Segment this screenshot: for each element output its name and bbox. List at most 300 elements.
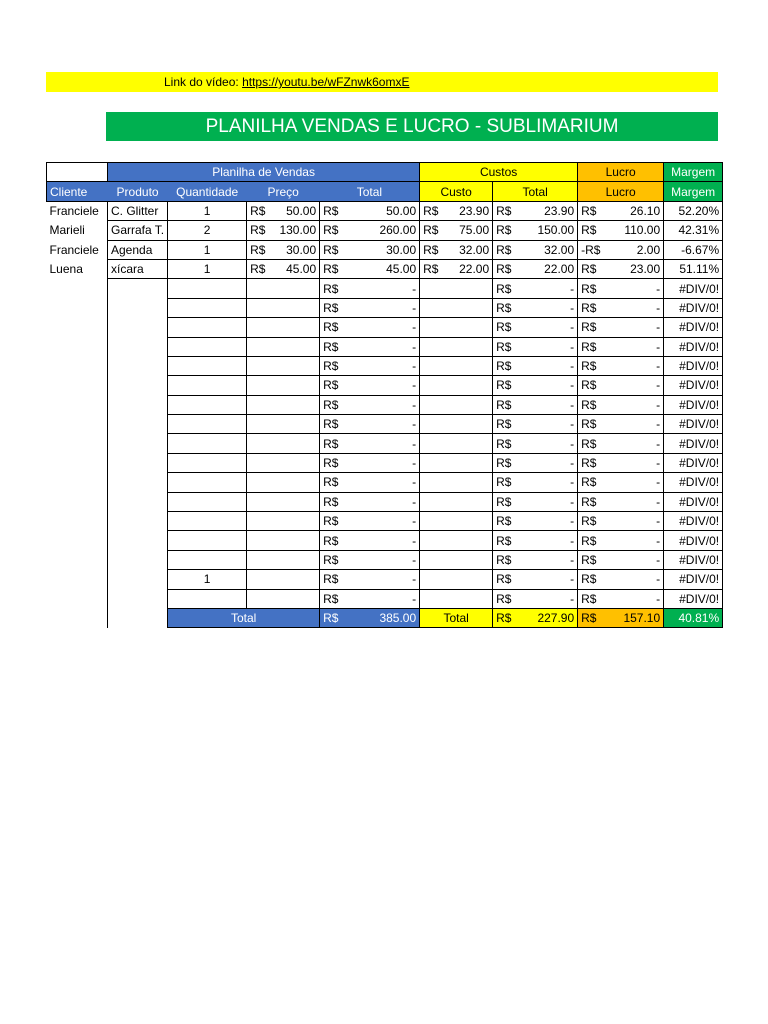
- currency-value: 30.00: [286, 242, 317, 257]
- cell-produto[interactable]: [108, 589, 168, 608]
- cell-quantidade[interactable]: [168, 318, 247, 337]
- cell-lucro[interactable]: [578, 550, 664, 569]
- currency-value: -: [570, 397, 575, 412]
- currency-symbol: R$: [581, 533, 597, 548]
- cell-custo-total[interactable]: [493, 453, 578, 472]
- lucro-total-value[interactable]: [578, 608, 664, 627]
- currency-value: -: [412, 281, 417, 296]
- currency-symbol: R$: [323, 553, 339, 567]
- currency-symbol: R$: [323, 456, 339, 471]
- cell-quantidade[interactable]: 1: [168, 570, 247, 589]
- cell-custo-total[interactable]: [493, 221, 578, 240]
- cell-cliente[interactable]: [47, 550, 108, 569]
- currency-symbol: R$: [250, 223, 266, 238]
- cell-margem[interactable]: #DIV/0!: [664, 570, 723, 589]
- cell-produto[interactable]: [108, 434, 168, 453]
- currency-symbol: R$: [581, 281, 597, 296]
- currency-symbol: R$: [323, 533, 339, 548]
- cell-margem[interactable]: #DIV/0!: [664, 531, 723, 550]
- cell-margem[interactable]: #DIV/0!: [664, 473, 723, 492]
- cell-preco[interactable]: [247, 531, 320, 550]
- col-lucro: Lucro: [578, 182, 664, 201]
- cell-produto[interactable]: [108, 356, 168, 375]
- currency-symbol: R$: [250, 203, 266, 218]
- currency-value: 23.90: [544, 203, 575, 218]
- cell-preco[interactable]: [247, 259, 320, 278]
- cell-total[interactable]: [320, 337, 420, 356]
- cell-cliente[interactable]: [47, 356, 108, 375]
- cell-total[interactable]: [320, 356, 420, 375]
- cell-produto[interactable]: [108, 492, 168, 511]
- cell-custo-total[interactable]: [493, 337, 578, 356]
- cell-custo-total[interactable]: [493, 473, 578, 492]
- cell-produto[interactable]: [108, 512, 168, 531]
- cell-cliente[interactable]: [47, 318, 108, 337]
- cell-produto[interactable]: [108, 318, 168, 337]
- currency-value: 22.00: [459, 262, 490, 277]
- currency-symbol: R$: [581, 591, 597, 606]
- cell-preco[interactable]: [247, 298, 320, 317]
- currency-symbol: R$: [581, 456, 597, 471]
- cell-produto[interactable]: [108, 531, 168, 550]
- cell-lucro[interactable]: [578, 531, 664, 550]
- cell-custo-total[interactable]: [493, 279, 578, 298]
- cell-quantidade[interactable]: [168, 395, 247, 414]
- cell-cliente[interactable]: Franciele: [49, 204, 99, 219]
- cell-lucro[interactable]: [578, 395, 664, 414]
- cell-custo-total[interactable]: [493, 531, 578, 550]
- cell-lucro[interactable]: [578, 589, 664, 608]
- cell-custo[interactable]: [420, 240, 493, 259]
- cell-custo[interactable]: [420, 337, 493, 356]
- currency-symbol: R$: [581, 417, 597, 432]
- cell-cliente[interactable]: [47, 395, 108, 414]
- cell-total[interactable]: [320, 434, 420, 453]
- table-row: [47, 415, 723, 434]
- currency-symbol: R$: [323, 436, 339, 451]
- cell-lucro[interactable]: [578, 453, 664, 472]
- cell-lucro[interactable]: [578, 492, 664, 511]
- cell-blank[interactable]: [47, 608, 108, 627]
- currency-symbol: R$: [323, 591, 339, 606]
- cell-custo-total[interactable]: [493, 201, 578, 220]
- cell-custo-total[interactable]: [493, 318, 578, 337]
- cell-lucro[interactable]: [578, 473, 664, 492]
- cell-quantidade[interactable]: 1: [168, 240, 247, 259]
- currency-symbol: R$: [581, 436, 597, 451]
- cell-blank[interactable]: [108, 608, 168, 627]
- cell-custo[interactable]: [420, 221, 493, 240]
- currency-symbol: R$: [496, 397, 512, 412]
- cell-lucro[interactable]: [578, 376, 664, 395]
- sales-spreadsheet: [46, 162, 723, 628]
- cell-quantidade[interactable]: [168, 589, 247, 608]
- cell-produto[interactable]: [108, 453, 168, 472]
- cell-cliente[interactable]: [47, 453, 108, 472]
- cell-custo[interactable]: [420, 279, 493, 298]
- cell-quantidade[interactable]: 1: [168, 259, 247, 278]
- cell-preco[interactable]: [247, 318, 320, 337]
- cell-produto[interactable]: Agenda: [108, 240, 168, 259]
- cell-cliente[interactable]: [47, 570, 108, 589]
- margem-total-value[interactable]: 40.81%: [664, 608, 723, 627]
- cell-produto[interactable]: [108, 570, 168, 589]
- table-row: [47, 201, 723, 220]
- cell-lucro[interactable]: [578, 240, 664, 259]
- currency-value: -: [656, 572, 661, 587]
- currency-symbol: R$: [581, 475, 597, 490]
- cell-lucro[interactable]: [578, 512, 664, 531]
- video-link-url[interactable]: https://youtu.be/wFZnwk6omxE: [242, 75, 410, 89]
- cell-margem[interactable]: #DIV/0!: [664, 415, 723, 434]
- currency-symbol: R$: [496, 436, 512, 451]
- cell-quantidade[interactable]: [168, 531, 247, 550]
- cell-total[interactable]: [320, 570, 420, 589]
- col-cliente: Cliente: [47, 182, 108, 201]
- cell-custo[interactable]: [420, 512, 493, 531]
- table-row: [47, 453, 723, 472]
- cell-total[interactable]: [320, 550, 420, 569]
- cell-preco[interactable]: [247, 550, 320, 569]
- cell-custo[interactable]: [420, 259, 493, 278]
- currency-value: 227.90: [537, 611, 575, 626]
- cell-custo[interactable]: [420, 434, 493, 453]
- currency-symbol: R$: [496, 475, 512, 490]
- currency-value: -: [656, 436, 661, 451]
- currency-value: -: [412, 320, 417, 335]
- cell-produto[interactable]: Garrafa T.: [108, 221, 168, 240]
- currency-value: -: [570, 533, 575, 548]
- cell-margem[interactable]: 42.31%: [664, 221, 723, 240]
- col-margem: Margem: [664, 182, 723, 201]
- currency-value: -: [656, 359, 661, 374]
- cell-cliente[interactable]: [47, 589, 108, 608]
- cell-custo-total[interactable]: [493, 492, 578, 511]
- cell-total[interactable]: [320, 318, 420, 337]
- vendas-total-value[interactable]: [320, 608, 420, 627]
- currency-value: 22.00: [544, 262, 575, 277]
- cell-preco[interactable]: [247, 453, 320, 472]
- cell-custo[interactable]: [420, 570, 493, 589]
- cell-quantidade[interactable]: [168, 376, 247, 395]
- cell-quantidade[interactable]: [168, 415, 247, 434]
- cell-custo[interactable]: [420, 318, 493, 337]
- cell-preco[interactable]: [247, 589, 320, 608]
- cell-margem[interactable]: #DIV/0!: [664, 492, 723, 511]
- cell-preco[interactable]: [247, 201, 320, 220]
- cell-preco[interactable]: [247, 240, 320, 259]
- currency-symbol: R$: [496, 611, 512, 626]
- cell-quantidade[interactable]: 2: [168, 221, 247, 240]
- cell-lucro[interactable]: [578, 337, 664, 356]
- cell-quantidade[interactable]: [168, 453, 247, 472]
- currency-symbol: R$: [496, 572, 512, 587]
- currency-value: -: [570, 591, 575, 606]
- cell-produto[interactable]: [108, 473, 168, 492]
- currency-symbol: R$: [496, 300, 512, 315]
- currency-value: 23.00: [630, 262, 661, 277]
- video-link: [164, 72, 409, 92]
- cell-custo-total[interactable]: [493, 395, 578, 414]
- cell-custo-total[interactable]: [493, 512, 578, 531]
- cell-custo[interactable]: [420, 395, 493, 414]
- currency-symbol: R$: [496, 533, 512, 548]
- cell-cliente[interactable]: [47, 473, 108, 492]
- cell-total[interactable]: [320, 259, 420, 278]
- cell-quantidade[interactable]: [168, 512, 247, 531]
- cell-margem[interactable]: #DIV/0!: [664, 337, 723, 356]
- cell-margem[interactable]: #DIV/0!: [664, 279, 723, 298]
- cell-produto[interactable]: [108, 376, 168, 395]
- currency-symbol: R$: [581, 572, 597, 587]
- currency-value: 50.00: [286, 203, 317, 218]
- currency-value: -: [412, 553, 417, 567]
- cell-total[interactable]: [320, 473, 420, 492]
- currency-value: -: [570, 475, 575, 490]
- cell-margem[interactable]: #DIV/0!: [664, 356, 723, 375]
- group-custos: Custos: [420, 163, 578, 182]
- video-link-label: Link do vídeo:: [164, 75, 243, 89]
- col-preco: Preço: [247, 182, 320, 201]
- cell-total[interactable]: [320, 589, 420, 608]
- cell-lucro[interactable]: [578, 356, 664, 375]
- cell-preco[interactable]: [247, 221, 320, 240]
- currency-value: -: [656, 339, 661, 354]
- cell-margem[interactable]: #DIV/0!: [664, 434, 723, 453]
- cell-lucro[interactable]: [578, 279, 664, 298]
- cell-cliente[interactable]: [47, 279, 108, 298]
- currency-value: 30.00: [386, 242, 417, 257]
- col-produto: Produto: [108, 182, 168, 201]
- cell-quantidade[interactable]: [168, 492, 247, 511]
- cell-total[interactable]: [320, 453, 420, 472]
- cell-margem[interactable]: #DIV/0!: [664, 453, 723, 472]
- table-row: [47, 240, 723, 259]
- cell-quantidade[interactable]: [168, 434, 247, 453]
- cell-produto[interactable]: [108, 395, 168, 414]
- cell-custo-total[interactable]: [493, 298, 578, 317]
- cell-margem[interactable]: #DIV/0!: [664, 550, 723, 569]
- currency-symbol: R$: [423, 242, 439, 257]
- cell-total[interactable]: [320, 376, 420, 395]
- blank-header-cell: [47, 163, 108, 182]
- currency-symbol: R$: [496, 242, 512, 257]
- cell-custo[interactable]: [420, 415, 493, 434]
- cell-preco[interactable]: [247, 356, 320, 375]
- cell-preco[interactable]: [247, 512, 320, 531]
- group-vendas: Planilha de Vendas: [108, 163, 420, 182]
- cell-produto[interactable]: xícara: [108, 259, 168, 278]
- currency-symbol: R$: [323, 359, 339, 374]
- cell-custo-total[interactable]: [493, 589, 578, 608]
- cell-produto[interactable]: [108, 415, 168, 434]
- currency-symbol: R$: [323, 514, 339, 529]
- cell-produto[interactable]: [108, 550, 168, 569]
- cell-margem[interactable]: #DIV/0!: [664, 298, 723, 317]
- cell-custo[interactable]: [420, 589, 493, 608]
- cell-cliente[interactable]: [47, 376, 108, 395]
- cell-produto[interactable]: C. Glitter: [108, 201, 168, 220]
- currency-value: -: [656, 514, 661, 529]
- cell-lucro[interactable]: [578, 259, 664, 278]
- cell-cliente[interactable]: [47, 492, 108, 511]
- cell-preco[interactable]: [247, 473, 320, 492]
- cell-custo-total[interactable]: [493, 570, 578, 589]
- cell-custo[interactable]: [420, 550, 493, 569]
- currency-value: -: [412, 456, 417, 471]
- cell-total[interactable]: [320, 531, 420, 550]
- currency-value: -: [412, 436, 417, 451]
- col-quantidade: Quantidade: [168, 182, 247, 201]
- currency-value: -: [570, 553, 575, 567]
- table-row: [47, 279, 723, 298]
- cell-cliente[interactable]: [47, 415, 108, 434]
- table-row: [47, 570, 723, 589]
- currency-symbol: R$: [323, 378, 339, 393]
- cell-quantidade[interactable]: [168, 473, 247, 492]
- custos-total-value[interactable]: [493, 608, 578, 627]
- cell-margem[interactable]: 52.20%: [664, 201, 723, 220]
- currency-symbol: R$: [323, 203, 339, 218]
- table-row: [47, 589, 723, 608]
- currency-value: -: [570, 572, 575, 587]
- table-row: [47, 376, 723, 395]
- cell-margem[interactable]: #DIV/0!: [664, 376, 723, 395]
- cell-margem[interactable]: 51.11%: [664, 259, 723, 278]
- cell-preco[interactable]: [247, 337, 320, 356]
- currency-symbol: R$: [323, 300, 339, 315]
- cell-cliente[interactable]: Marieli: [49, 223, 85, 238]
- cell-cliente[interactable]: [47, 531, 108, 550]
- currency-value: -: [656, 378, 661, 393]
- cell-lucro[interactable]: [578, 298, 664, 317]
- currency-symbol: R$: [323, 223, 339, 238]
- currency-value: -: [656, 494, 661, 509]
- cell-custo-total[interactable]: [493, 376, 578, 395]
- cell-preco[interactable]: [247, 492, 320, 511]
- totals-row: [47, 608, 723, 627]
- cell-margem[interactable]: -6.67%: [664, 240, 723, 259]
- currency-symbol: R$: [581, 262, 597, 277]
- currency-value: -: [656, 591, 661, 606]
- cell-lucro[interactable]: [578, 434, 664, 453]
- currency-symbol: R$: [496, 591, 512, 606]
- custos-total-label[interactable]: Total: [420, 608, 493, 627]
- cell-custo-total[interactable]: [493, 550, 578, 569]
- cell-margem[interactable]: #DIV/0!: [664, 318, 723, 337]
- cell-preco[interactable]: [247, 279, 320, 298]
- cell-lucro[interactable]: [578, 318, 664, 337]
- currency-symbol: R$: [581, 494, 597, 509]
- cell-total[interactable]: [320, 298, 420, 317]
- cell-preco[interactable]: [247, 415, 320, 434]
- currency-symbol: R$: [496, 203, 512, 218]
- cell-custo-total[interactable]: [493, 240, 578, 259]
- cell-total[interactable]: [320, 201, 420, 220]
- cell-preco[interactable]: [247, 434, 320, 453]
- currency-value: -: [656, 417, 661, 432]
- cell-total[interactable]: [320, 279, 420, 298]
- cell-cliente[interactable]: Franciele: [49, 242, 99, 257]
- cell-custo[interactable]: [420, 298, 493, 317]
- cell-quantidade[interactable]: [168, 337, 247, 356]
- cell-quantidade[interactable]: [168, 356, 247, 375]
- currency-symbol: R$: [496, 417, 512, 432]
- currency-value: 50.00: [386, 203, 417, 218]
- currency-symbol: R$: [581, 378, 597, 393]
- cell-total[interactable]: [320, 221, 420, 240]
- cell-produto[interactable]: [108, 298, 168, 317]
- cell-custo-total[interactable]: [493, 356, 578, 375]
- currency-value: -: [412, 359, 417, 374]
- cell-total[interactable]: [320, 395, 420, 414]
- cell-margem[interactable]: #DIV/0!: [664, 589, 723, 608]
- cell-cliente[interactable]: [47, 337, 108, 356]
- cell-custo-total[interactable]: [493, 415, 578, 434]
- cell-custo[interactable]: [420, 492, 493, 511]
- cell-lucro[interactable]: [578, 570, 664, 589]
- cell-quantidade[interactable]: [168, 279, 247, 298]
- currency-symbol: R$: [423, 223, 439, 238]
- cell-lucro[interactable]: [578, 221, 664, 240]
- cell-custo[interactable]: [420, 453, 493, 472]
- currency-symbol: R$: [323, 417, 339, 432]
- cell-custo-total[interactable]: [493, 434, 578, 453]
- cell-preco[interactable]: [247, 395, 320, 414]
- cell-total[interactable]: [320, 415, 420, 434]
- cell-lucro[interactable]: [578, 201, 664, 220]
- cell-margem[interactable]: #DIV/0!: [664, 512, 723, 531]
- cell-cliente[interactable]: [47, 512, 108, 531]
- cell-cliente[interactable]: Luena: [49, 262, 83, 277]
- cell-produto[interactable]: [108, 337, 168, 356]
- cell-produto[interactable]: [108, 279, 168, 298]
- currency-value: 130.00: [279, 223, 317, 238]
- currency-value: 32.00: [459, 242, 490, 257]
- cell-quantidade[interactable]: [168, 298, 247, 317]
- cell-quantidade[interactable]: 1: [168, 201, 247, 220]
- currency-symbol: R$: [581, 320, 597, 335]
- currency-symbol: R$: [581, 203, 597, 218]
- cell-custo[interactable]: [420, 201, 493, 220]
- currency-symbol: R$: [581, 339, 597, 354]
- cell-cliente[interactable]: [47, 298, 108, 317]
- col-custo-total: Total: [493, 182, 578, 201]
- cell-custo[interactable]: [420, 356, 493, 375]
- currency-symbol: R$: [581, 553, 597, 567]
- currency-value: -: [412, 591, 417, 606]
- cell-preco[interactable]: [247, 570, 320, 589]
- currency-value: -: [656, 281, 661, 296]
- currency-symbol: R$: [323, 475, 339, 490]
- currency-value: -: [412, 378, 417, 393]
- table-row: [47, 337, 723, 356]
- currency-value: 75.00: [459, 223, 490, 238]
- cell-custo[interactable]: [420, 376, 493, 395]
- vendas-total-label[interactable]: Total: [168, 608, 320, 627]
- cell-preco[interactable]: [247, 376, 320, 395]
- cell-custo-total[interactable]: [493, 259, 578, 278]
- cell-total[interactable]: [320, 512, 420, 531]
- cell-custo[interactable]: [420, 473, 493, 492]
- cell-margem[interactable]: #DIV/0!: [664, 395, 723, 414]
- cell-custo[interactable]: [420, 531, 493, 550]
- cell-total[interactable]: [320, 240, 420, 259]
- cell-lucro[interactable]: [578, 415, 664, 434]
- cell-cliente[interactable]: [47, 434, 108, 453]
- cell-total[interactable]: [320, 492, 420, 511]
- cell-quantidade[interactable]: [168, 550, 247, 569]
